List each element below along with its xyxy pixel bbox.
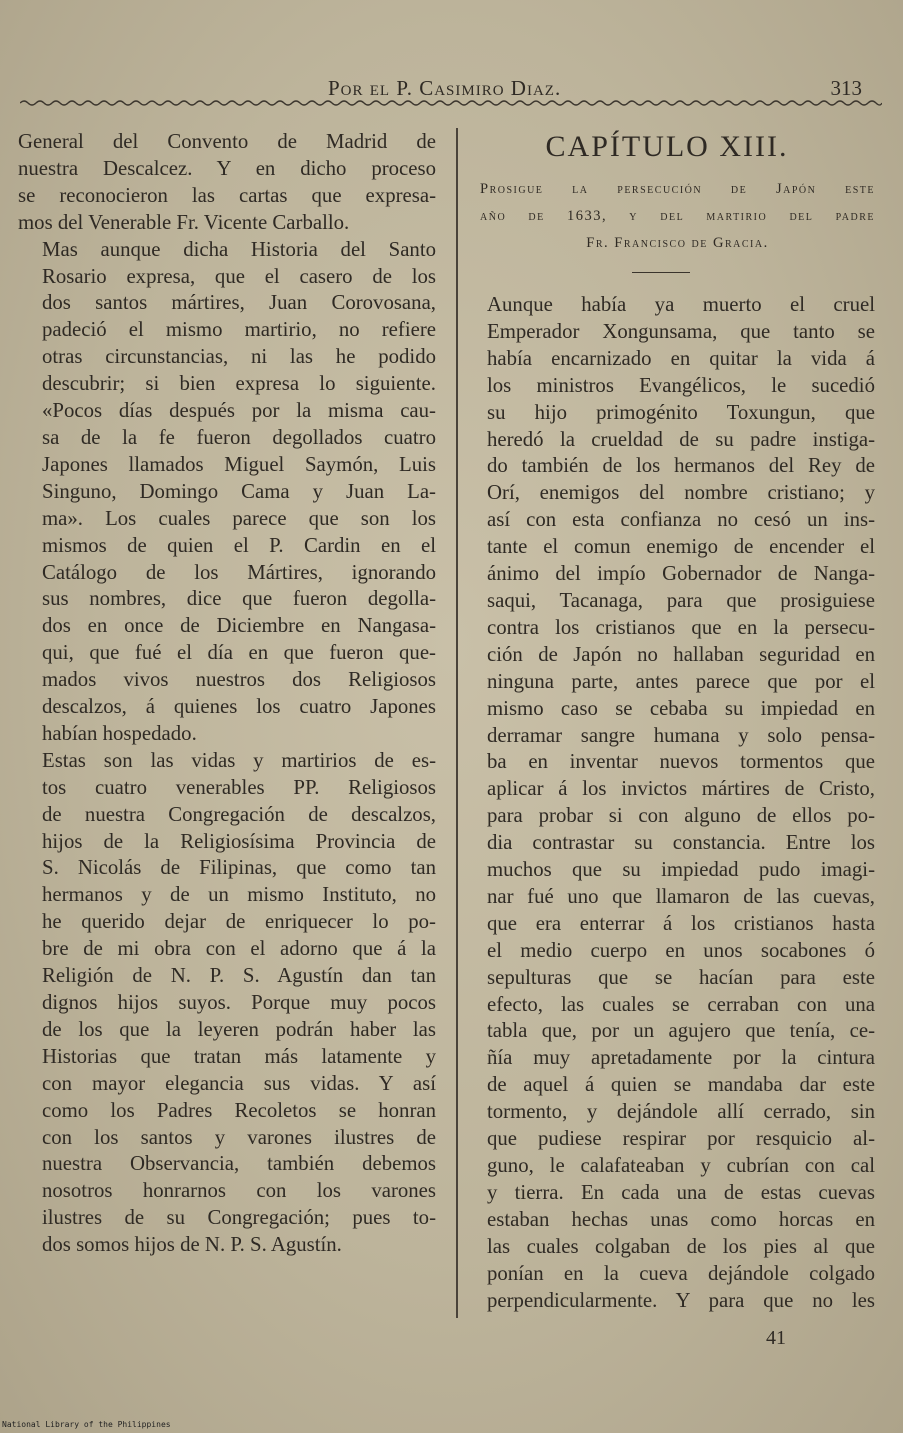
- text-line: Orí, enemigos del nombre cristiano; y: [487, 481, 875, 505]
- text-line: hermanos y de un mismo Instituto, no: [42, 883, 436, 907]
- text-line: nosotros honrarnos con los varones: [42, 1179, 436, 1203]
- library-credit: National Library of the Philippines: [2, 1420, 171, 1429]
- page-number: 313: [830, 76, 862, 100]
- text-line: perpendicularmente. Y para que no les: [487, 1288, 875, 1312]
- running-title: Por el P. Casimiro Diaz.: [328, 76, 562, 100]
- text-line: qui, que fué el día en que fueron que-: [42, 641, 436, 665]
- text-line: con los santos y varones ilustres de: [42, 1125, 436, 1149]
- text-line: mismos de quien el P. Cardin en el: [42, 533, 436, 557]
- text-line: tante el comun enemigo de encender el: [487, 535, 875, 559]
- text-line: mados vivos nuestros dos Religiosos: [42, 668, 436, 692]
- text-line: bre de mi obra con el adorno que á la: [42, 937, 436, 961]
- text-line: mismo caso se cebaba su impiedad en: [487, 696, 875, 720]
- text-line: Emperador Xongunsama, que tanto se: [487, 319, 875, 343]
- text-line: do también de los hermanos del Rey de: [487, 454, 875, 478]
- text-line: Religión de N. P. S. Agustín dan tan: [42, 964, 436, 988]
- text-line: con mayor elegancia sus vidas. Y así: [42, 1071, 436, 1095]
- text-line: de aquel á quien se mandaba dar este: [487, 1073, 875, 1097]
- text-line: para probar si con alguno de ellos po-: [487, 804, 875, 828]
- text-line: como los Padres Recoletos se honran: [42, 1098, 436, 1122]
- text-line: saqui, Tacanaga, para que prosiguiese: [487, 588, 875, 612]
- subtitle-line: año de 1633, y del martirio del padre: [480, 208, 875, 224]
- left-paragraph-2: [18, 237, 436, 748]
- text-line: ninguna parte, antes parece que por el: [487, 669, 875, 693]
- subtitle-line: Fr. Francisco de Gracia.: [586, 235, 769, 251]
- text-line: tabla que, por un agujero que tenía, ce-: [487, 1019, 875, 1043]
- text-line: nar fué uno que llamaron de las cuevas,: [487, 884, 875, 908]
- text-line: Singuno, Domingo Cama y Juan La-: [42, 479, 436, 503]
- text-line: dignos hijos suyos. Porque muy pocos: [42, 991, 436, 1014]
- text-line: S. Nicolás de Filipinas, que como tan: [42, 856, 436, 880]
- signature-mark: 41: [766, 1327, 786, 1349]
- text-line: efecto, las cuales se cerraban con una: [487, 992, 875, 1016]
- text-line: guno, le calafateaban y cubrían con cal: [487, 1154, 875, 1177]
- text-line: aplicar á los invictos mártires de Cristo,: [487, 777, 875, 801]
- text-line: dos somos hijos de N. P. S. Agustín.: [42, 1233, 342, 1257]
- text-line: el medio cuerpo en unos socabones ó: [487, 938, 875, 962]
- text-line: Aunque había ya muerto el cruel: [487, 293, 875, 316]
- text-line: de nuestra Congregación de descalzos,: [42, 802, 436, 826]
- text-line: nuestra Descalcez. Y en dicho proceso: [18, 156, 436, 180]
- text-line: Historias que tratan más latamente y: [42, 1044, 436, 1068]
- text-line: ponían en la cueva dejándole colgado: [487, 1261, 875, 1285]
- text-line: ñía muy apretadamente por la cintura: [487, 1046, 875, 1070]
- chapter-title: CAPÍTULO XIII.: [545, 130, 789, 163]
- text-line: ilustres de su Congregación; pues to-: [42, 1206, 436, 1230]
- text-line: he querido dejar de enriquecer lo po-: [42, 910, 436, 934]
- text-line: Japones llamados Miguel Saymón, Luis: [42, 452, 436, 476]
- text-line: derramar sangre humana y solo pensa-: [487, 723, 875, 747]
- text-line: General del Convento de Madrid de: [18, 130, 436, 153]
- text-line: de los que la leyeren podrán haber las: [42, 1017, 436, 1041]
- text-line: heredó la crueldad de su padre instiga-: [487, 427, 875, 451]
- text-line: Rosario expresa, que el casero de los: [42, 264, 436, 288]
- right-paragraph-1: [463, 292, 875, 1314]
- text-line: su hijo primogénito Toxungun, que: [487, 400, 875, 424]
- text-line: ción de Japón no hallaban seguridad en: [487, 642, 875, 666]
- text-line: descalzos, á quienes los cuatro Japones: [42, 695, 436, 719]
- text-line: ánimo del impío Gobernador de Nanga-: [487, 562, 875, 586]
- text-line: así con esta confianza no cesó un ins-: [487, 508, 875, 532]
- text-line: tormento, y dejándole allí cerrado, sin: [487, 1100, 875, 1124]
- text-line: se reconocieron las cartas que expresa-: [18, 183, 436, 207]
- text-line: que era enterrar á los cristianos hasta: [487, 911, 875, 935]
- text-line: dos santos mártires, Juan Corovosana,: [42, 291, 436, 315]
- text-line: contra los cristianos que en la persecu-: [487, 615, 875, 639]
- text-line: sa de la fe fueron degollados cuatro: [42, 425, 436, 449]
- text-line: ba en inventar nuevos tormentos que: [487, 750, 875, 774]
- text-line: Estas son las vidas y martirios de es-: [42, 748, 436, 772]
- text-line: tos cuatro venerables PP. Religiosos: [42, 775, 436, 799]
- subtitle-line: Prosigue la persecución de Japón este: [480, 181, 875, 197]
- text-line: los ministros Evangélicos, le sucedió: [487, 373, 875, 397]
- text-line: habían hospedado.: [42, 721, 197, 745]
- text-line: padeció el mismo martirio, no refiere: [42, 318, 436, 342]
- text-line: otras circunstancias, ni las he podido: [42, 345, 436, 369]
- text-line: sus nombres, dice que fueron degolla-: [42, 587, 436, 611]
- text-line: dos en once de Diciembre en Nangasa-: [42, 614, 436, 638]
- text-line: mos del Venerable Fr. Vicente Carballo.: [18, 210, 350, 234]
- text-line: hijos de la Religiosísima Provincia de: [42, 829, 436, 853]
- text-line: había encarnizado en quitar la vida á: [487, 346, 875, 370]
- text-line: ma». Los cuales parece que son los: [42, 506, 436, 530]
- left-paragraph-3: [18, 748, 436, 1259]
- text-line: que pudiese respirar por resquicio al-: [487, 1127, 875, 1151]
- text-line: y tierra. En cada una de estas cuevas: [487, 1180, 875, 1204]
- text-line: descubrir; si bien expresa lo siguiente.: [42, 372, 436, 396]
- text-line: las cuales colgaban de los pies al que: [487, 1234, 875, 1258]
- text-line: Catálogo de los Mártires, ignorando: [42, 560, 436, 584]
- left-column: [18, 129, 436, 1259]
- right-column: [463, 292, 875, 1314]
- text-line: sepulturas que se hacían para este: [487, 965, 875, 989]
- column-divider: [456, 128, 458, 1318]
- left-paragraph-1: [18, 129, 436, 237]
- text-line: Mas aunque dicha Historia del Santo: [42, 237, 436, 261]
- text-line: dia contrastar su constancia. Entre los: [487, 831, 875, 855]
- chapter-subtitle: [480, 176, 875, 257]
- text-line: «Pocos días después por la misma cau-: [42, 399, 436, 423]
- section-rule: [632, 272, 690, 273]
- text-line: nuestra Observancia, también debemos: [42, 1152, 436, 1176]
- wavy-rule-ornament: [20, 98, 882, 108]
- text-line: muchos que su impiedad pudo imagi-: [487, 858, 875, 882]
- text-line: estaban hechas unas como horcas en: [487, 1207, 875, 1231]
